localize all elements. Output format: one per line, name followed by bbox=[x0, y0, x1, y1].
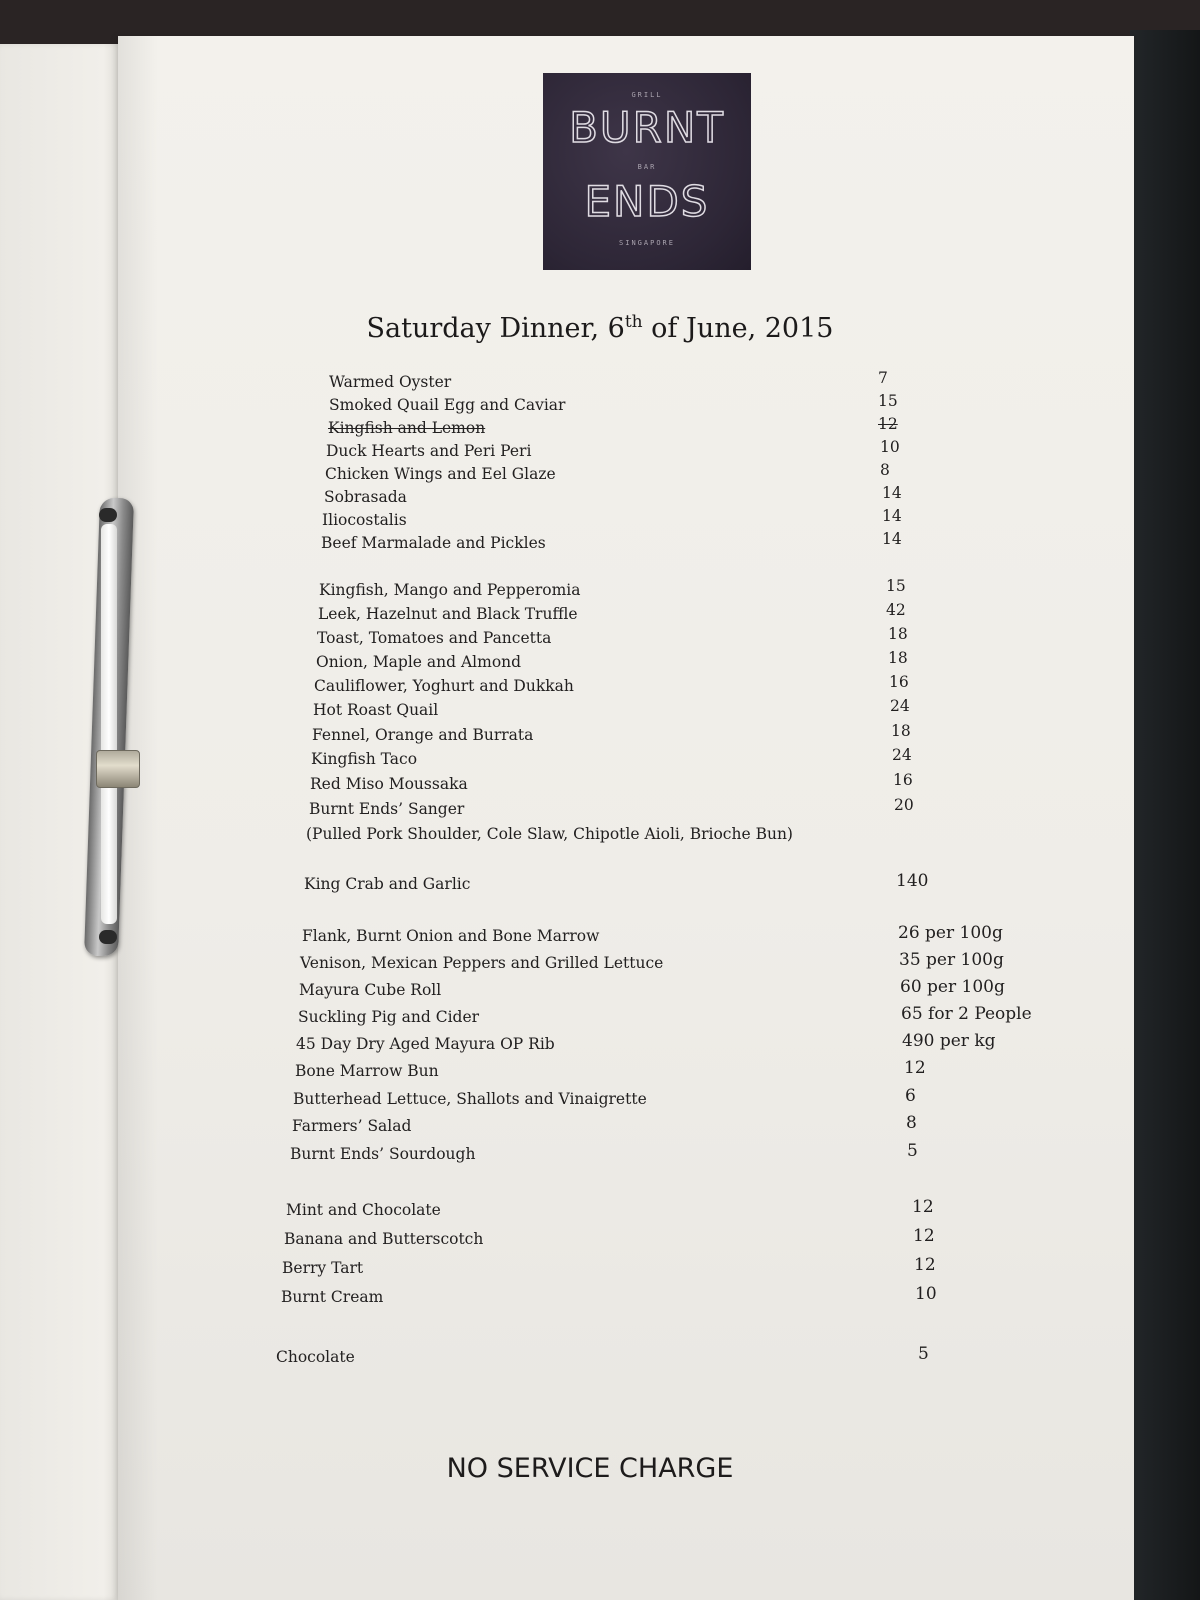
menu-item-name: King Crab and Garlic bbox=[304, 875, 471, 893]
menu-item-name: Burnt Cream bbox=[281, 1288, 384, 1306]
menu-item-name: Flank, Burnt Onion and Bone Marrow bbox=[302, 927, 600, 945]
menu-item-price: 14 bbox=[882, 484, 902, 502]
menu-item-name: Leek, Hazelnut and Black Truffle bbox=[318, 605, 578, 623]
footer-notice: NO SERVICE CHARGE bbox=[446, 1453, 734, 1484]
menu-item-name: Chocolate bbox=[276, 1348, 355, 1366]
menu-item-price: 65 for 2 People bbox=[901, 1004, 1032, 1024]
menu-item-price: 10 bbox=[915, 1284, 937, 1304]
menu-item-price: 12 bbox=[904, 1058, 926, 1078]
menu-item-price: 14 bbox=[882, 507, 902, 525]
menu-item-name: Berry Tart bbox=[282, 1259, 364, 1277]
menu-item-price: 42 bbox=[886, 601, 906, 619]
menu-item-price: 10 bbox=[880, 438, 900, 456]
menu-item-price: 12 bbox=[913, 1226, 935, 1246]
menu-item-name: Kingfish and Lemon bbox=[328, 419, 486, 437]
menu-item-name: Burnt Ends’ Sanger bbox=[309, 800, 465, 818]
menu-item-name: Burnt Ends’ Sourdough bbox=[290, 1145, 476, 1163]
menu-item-price: 24 bbox=[890, 697, 910, 715]
menu-item-price: 60 per 100g bbox=[900, 977, 1005, 997]
menu-item-price: 18 bbox=[888, 625, 908, 643]
menu-item-name: Farmers’ Salad bbox=[292, 1117, 412, 1135]
menu-item-price: 20 bbox=[894, 796, 914, 814]
menu-item-name: Iliocostalis bbox=[322, 511, 407, 529]
logo-middle-text: BAR bbox=[637, 163, 657, 171]
menu-item-name: Cauliflower, Yoghurt and Dukkah bbox=[314, 677, 574, 695]
menu-item-price: 8 bbox=[880, 461, 890, 479]
menu-item-price: 6 bbox=[905, 1086, 916, 1106]
binder-clamp bbox=[96, 750, 140, 788]
binder-hole-top bbox=[99, 508, 117, 522]
menu-item-price: 7 bbox=[878, 369, 888, 387]
menu-item-price: 16 bbox=[893, 771, 913, 789]
menu-item-price: 5 bbox=[918, 1344, 929, 1364]
menu-item-name: Toast, Tomatoes and Pancetta bbox=[317, 629, 552, 647]
menu-item-price: 12 bbox=[912, 1197, 934, 1217]
binder-strip bbox=[101, 524, 117, 924]
restaurant-logo bbox=[543, 73, 751, 270]
logo-word-1: BURNT bbox=[569, 103, 725, 152]
menu-item-price: 5 bbox=[907, 1141, 918, 1161]
menu-item-name: Kingfish Taco bbox=[311, 750, 418, 768]
menu-item-price: 490 per kg bbox=[902, 1031, 996, 1051]
title-suffix: of June, 2015 bbox=[642, 313, 834, 344]
menu-item-name: Mint and Chocolate bbox=[286, 1201, 441, 1219]
menu-item-price: 140 bbox=[896, 871, 929, 891]
menu-page bbox=[118, 36, 1134, 1600]
folder-cover-edge bbox=[1130, 30, 1200, 1600]
menu-item-name: Banana and Butterscotch bbox=[284, 1230, 484, 1248]
menu-item-price: 26 per 100g bbox=[898, 923, 1003, 943]
menu-item-name: Suckling Pig and Cider bbox=[298, 1008, 480, 1026]
menu-item-name: Venison, Mexican Peppers and Grilled Lettuce bbox=[300, 954, 664, 972]
menu-item-name: Smoked Quail Egg and Caviar bbox=[329, 396, 566, 414]
menu-item-name: Red Miso Moussaka bbox=[310, 775, 468, 793]
menu-item-price: 16 bbox=[889, 673, 909, 691]
menu-item-name: Chicken Wings and Eel Glaze bbox=[325, 465, 556, 483]
menu-item-name: Warmed Oyster bbox=[329, 373, 452, 391]
menu-item-name: Hot Roast Quail bbox=[313, 701, 439, 719]
menu-item-name: Bone Marrow Bun bbox=[295, 1062, 439, 1080]
menu-item-price: 8 bbox=[906, 1113, 917, 1133]
menu-item-name: Onion, Maple and Almond bbox=[316, 653, 522, 671]
binder-clip bbox=[84, 498, 174, 956]
menu-item-name: (Pulled Pork Shoulder, Cole Slaw, Chipotle Aioli, Brioche Bun) bbox=[306, 825, 793, 843]
logo-bottom-text: SINGAPORE bbox=[619, 239, 675, 247]
menu-item-name: Butterhead Lettuce, Shallots and Vinaigrette bbox=[293, 1090, 647, 1108]
menu-item-name: Duck Hearts and Peri Peri bbox=[326, 442, 532, 460]
menu-title bbox=[300, 312, 900, 344]
menu-item-price: 18 bbox=[888, 649, 908, 667]
logo-top-text: GRILL bbox=[631, 91, 663, 99]
menu-item-name: Fennel, Orange and Burrata bbox=[312, 726, 534, 744]
logo-word-2: ENDS bbox=[584, 177, 710, 226]
menu-item-name: 45 Day Dry Aged Mayura OP Rib bbox=[296, 1035, 555, 1053]
menu-item-name: Mayura Cube Roll bbox=[299, 981, 442, 999]
menu-item-price: 15 bbox=[886, 577, 906, 595]
title-ordinal: th bbox=[624, 312, 643, 332]
menu-item-name: Beef Marmalade and Pickles bbox=[321, 534, 546, 552]
menu-item-price: 12 bbox=[878, 415, 898, 433]
menu-item-price: 24 bbox=[892, 746, 912, 764]
menu-item-price: 12 bbox=[914, 1255, 936, 1275]
menu-item-name: Sobrasada bbox=[324, 488, 407, 506]
menu-item-price: 15 bbox=[878, 392, 898, 410]
menu-item-price: 14 bbox=[882, 530, 902, 548]
binder-hole-bottom bbox=[99, 930, 117, 944]
menu-item-price: 18 bbox=[891, 722, 911, 740]
title-prefix: Saturday Dinner, 6 bbox=[366, 313, 625, 344]
menu-item-name: Kingfish, Mango and Pepperomia bbox=[319, 581, 581, 599]
menu-item-price: 35 per 100g bbox=[899, 950, 1004, 970]
